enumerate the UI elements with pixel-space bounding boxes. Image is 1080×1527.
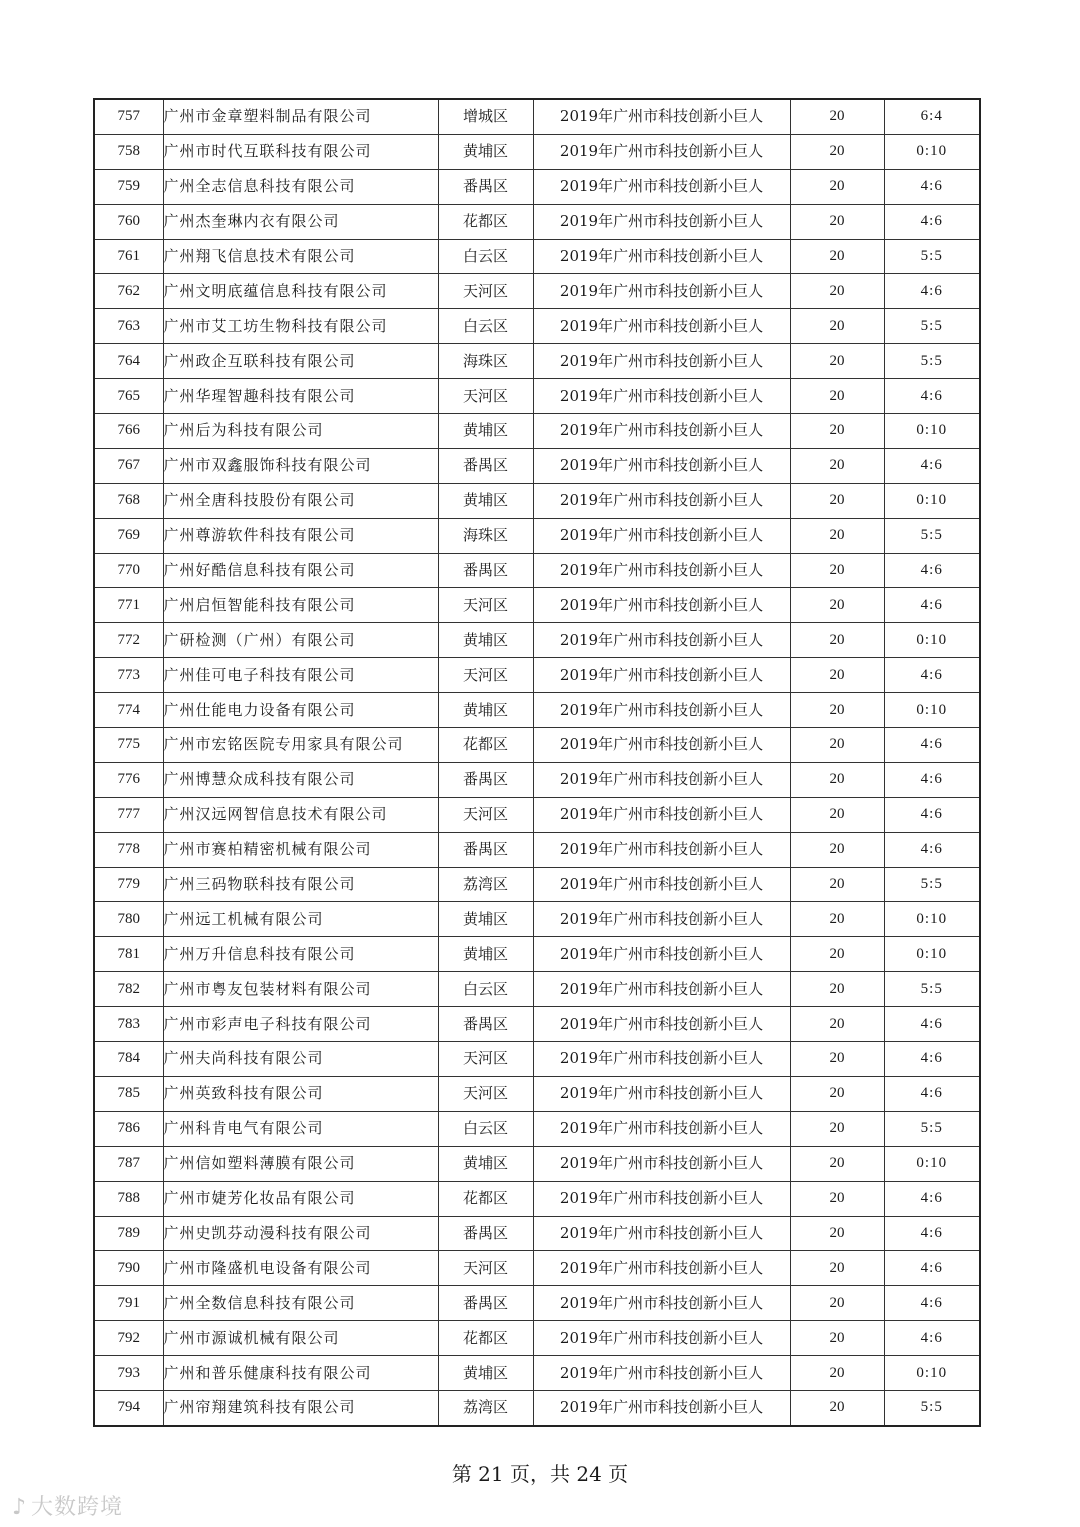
cell-district: 花都区 (438, 1181, 533, 1216)
cell-category: 2019年广州市科技创新小巨人 (533, 379, 790, 414)
cell-category: 2019年广州市科技创新小巨人 (533, 1181, 790, 1216)
cell-district: 黄埔区 (438, 693, 533, 728)
cell-number: 777 (94, 797, 163, 832)
cell-district: 天河区 (438, 1076, 533, 1111)
cell-ratio: 4:6 (884, 448, 980, 483)
cell-category: 2019年广州市科技创新小巨人 (533, 832, 790, 867)
table-row (94, 134, 980, 169)
cell-company-name: 广州市艾工坊生物科技有限公司 (163, 309, 438, 344)
cell-company-name: 广州市时代互联科技有限公司 (163, 134, 438, 169)
cell-amount: 20 (790, 1321, 884, 1356)
cell-district: 黄埔区 (438, 1356, 533, 1391)
cell-district: 海珠区 (438, 344, 533, 379)
cell-amount: 20 (790, 1251, 884, 1286)
cell-company-name: 广州市双鑫服饰科技有限公司 (163, 448, 438, 483)
cell-company-name: 广州政企互联科技有限公司 (163, 344, 438, 379)
cell-ratio: 4:6 (884, 1076, 980, 1111)
table-row (94, 448, 980, 483)
cell-category: 2019年广州市科技创新小巨人 (533, 483, 790, 518)
cell-amount: 20 (790, 414, 884, 449)
table-row (94, 553, 980, 588)
cell-company-name: 广州和普乐健康科技有限公司 (163, 1356, 438, 1391)
cell-amount: 20 (790, 1146, 884, 1181)
cell-district: 天河区 (438, 588, 533, 623)
cell-company-name: 广州夫尚科技有限公司 (163, 1042, 438, 1077)
cell-category: 2019年广州市科技创新小巨人 (533, 204, 790, 239)
cell-ratio: 4:6 (884, 274, 980, 309)
cell-district: 黄埔区 (438, 483, 533, 518)
cell-number: 793 (94, 1356, 163, 1391)
cell-company-name: 广州信如塑料薄膜有限公司 (163, 1146, 438, 1181)
cell-category: 2019年广州市科技创新小巨人 (533, 937, 790, 972)
cell-ratio: 6:4 (884, 99, 980, 134)
cell-ratio: 4:6 (884, 1251, 980, 1286)
cell-ratio: 4:6 (884, 1181, 980, 1216)
table-row (94, 1216, 980, 1251)
cell-company-name: 广州万升信息科技有限公司 (163, 937, 438, 972)
cell-amount: 20 (790, 832, 884, 867)
cell-district: 白云区 (438, 309, 533, 344)
table-row (94, 762, 980, 797)
table-row (94, 1286, 980, 1321)
cell-district: 增城区 (438, 99, 533, 134)
cell-ratio: 0:10 (884, 693, 980, 728)
cell-number: 783 (94, 1007, 163, 1042)
table-row (94, 1146, 980, 1181)
cell-company-name: 广州博慧众成科技有限公司 (163, 762, 438, 797)
cell-district: 白云区 (438, 239, 533, 274)
cell-number: 767 (94, 448, 163, 483)
cell-amount: 20 (790, 448, 884, 483)
cell-amount: 20 (790, 239, 884, 274)
cell-number: 790 (94, 1251, 163, 1286)
cell-company-name: 广州全数信息科技有限公司 (163, 1286, 438, 1321)
cell-company-name: 广州华瑆智趣科技有限公司 (163, 379, 438, 414)
cell-amount: 20 (790, 1216, 884, 1251)
cell-number: 771 (94, 588, 163, 623)
cell-amount: 20 (790, 867, 884, 902)
cell-ratio: 4:6 (884, 728, 980, 763)
cell-amount: 20 (790, 762, 884, 797)
cell-ratio: 4:6 (884, 379, 980, 414)
cell-category: 2019年广州市科技创新小巨人 (533, 762, 790, 797)
table-row (94, 588, 980, 623)
cell-category: 2019年广州市科技创新小巨人 (533, 448, 790, 483)
cell-company-name: 广州文明底蕴信息科技有限公司 (163, 274, 438, 309)
watermark-text: 大数跨境 (31, 1495, 124, 1520)
cell-number: 787 (94, 1146, 163, 1181)
cell-ratio: 5:5 (884, 972, 980, 1007)
table-row (94, 658, 980, 693)
watermark (12, 1490, 123, 1521)
cell-amount: 20 (790, 937, 884, 972)
cell-amount: 20 (790, 1007, 884, 1042)
cell-amount: 20 (790, 623, 884, 658)
cell-category: 2019年广州市科技创新小巨人 (533, 414, 790, 449)
cell-amount: 20 (790, 553, 884, 588)
cell-district: 番禺区 (438, 832, 533, 867)
cell-category: 2019年广州市科技创新小巨人 (533, 1111, 790, 1146)
cell-ratio: 4:6 (884, 1216, 980, 1251)
cell-number: 794 (94, 1390, 163, 1425)
cell-district: 白云区 (438, 972, 533, 1007)
cell-ratio: 5:5 (884, 344, 980, 379)
table-row (94, 309, 980, 344)
cell-number: 772 (94, 623, 163, 658)
cell-amount: 20 (790, 309, 884, 344)
cell-ratio: 0:10 (884, 1146, 980, 1181)
cell-amount: 20 (790, 274, 884, 309)
cell-category: 2019年广州市科技创新小巨人 (533, 1356, 790, 1391)
cell-category: 2019年广州市科技创新小巨人 (533, 902, 790, 937)
cell-number: 785 (94, 1076, 163, 1111)
cell-number: 782 (94, 972, 163, 1007)
cell-number: 762 (94, 274, 163, 309)
table-row (94, 867, 980, 902)
table-row (94, 1007, 980, 1042)
cell-amount: 20 (790, 1042, 884, 1077)
table-row (94, 344, 980, 379)
cell-company-name: 广州市隆盛机电设备有限公司 (163, 1251, 438, 1286)
table-row (94, 1181, 980, 1216)
cell-company-name: 广州翔飞信息技术有限公司 (163, 239, 438, 274)
cell-district: 黄埔区 (438, 937, 533, 972)
cell-number: 780 (94, 902, 163, 937)
table-row (94, 518, 980, 553)
table-row (94, 728, 980, 763)
table-row (94, 902, 980, 937)
cell-amount: 20 (790, 344, 884, 379)
company-list-table (93, 98, 981, 1427)
cell-number: 786 (94, 1111, 163, 1146)
cell-category: 2019年广州市科技创新小巨人 (533, 344, 790, 379)
cell-company-name: 广研检测（广州）有限公司 (163, 623, 438, 658)
cell-company-name: 广州英致科技有限公司 (163, 1076, 438, 1111)
cell-category: 2019年广州市科技创新小巨人 (533, 728, 790, 763)
cell-ratio: 0:10 (884, 134, 980, 169)
cell-company-name: 广州帘翔建筑科技有限公司 (163, 1390, 438, 1425)
cell-district: 番禺区 (438, 1007, 533, 1042)
cell-category: 2019年广州市科技创新小巨人 (533, 1286, 790, 1321)
cell-ratio: 0:10 (884, 1356, 980, 1391)
cell-number: 763 (94, 309, 163, 344)
cell-category: 2019年广州市科技创新小巨人 (533, 623, 790, 658)
cell-number: 788 (94, 1181, 163, 1216)
cell-ratio: 4:6 (884, 204, 980, 239)
cell-ratio: 5:5 (884, 239, 980, 274)
cell-amount: 20 (790, 902, 884, 937)
table-body (94, 99, 980, 1426)
cell-amount: 20 (790, 1111, 884, 1146)
cell-category: 2019年广州市科技创新小巨人 (533, 867, 790, 902)
cell-ratio: 4:6 (884, 762, 980, 797)
table-row (94, 832, 980, 867)
cell-category: 2019年广州市科技创新小巨人 (533, 1042, 790, 1077)
cell-ratio: 4:6 (884, 1042, 980, 1077)
table-row (94, 1076, 980, 1111)
cell-amount: 20 (790, 204, 884, 239)
cell-company-name: 广州好酷信息科技有限公司 (163, 553, 438, 588)
cell-ratio: 4:6 (884, 553, 980, 588)
cell-category: 2019年广州市科技创新小巨人 (533, 693, 790, 728)
cell-district: 天河区 (438, 797, 533, 832)
cell-ratio: 5:5 (884, 1390, 980, 1425)
cell-number: 759 (94, 169, 163, 204)
table-row (94, 1042, 980, 1077)
cell-number: 773 (94, 658, 163, 693)
cell-category: 2019年广州市科技创新小巨人 (533, 239, 790, 274)
cell-district: 荔湾区 (438, 1390, 533, 1425)
cell-number: 791 (94, 1286, 163, 1321)
cell-ratio: 0:10 (884, 902, 980, 937)
cell-amount: 20 (790, 1356, 884, 1391)
cell-category: 2019年广州市科技创新小巨人 (533, 658, 790, 693)
cell-number: 768 (94, 483, 163, 518)
cell-amount: 20 (790, 134, 884, 169)
cell-amount: 20 (790, 1076, 884, 1111)
cell-category: 2019年广州市科技创新小巨人 (533, 1146, 790, 1181)
cell-number: 766 (94, 414, 163, 449)
cell-amount: 20 (790, 972, 884, 1007)
cell-category: 2019年广州市科技创新小巨人 (533, 972, 790, 1007)
cell-ratio: 0:10 (884, 623, 980, 658)
cell-company-name: 广州后为科技有限公司 (163, 414, 438, 449)
cell-district: 花都区 (438, 1321, 533, 1356)
cell-company-name: 广州佳可电子科技有限公司 (163, 658, 438, 693)
cell-ratio: 0:10 (884, 483, 980, 518)
cell-category: 2019年广州市科技创新小巨人 (533, 309, 790, 344)
cell-amount: 20 (790, 658, 884, 693)
table-row (94, 1390, 980, 1425)
cell-ratio: 4:6 (884, 588, 980, 623)
cell-district: 黄埔区 (438, 902, 533, 937)
cell-number: 776 (94, 762, 163, 797)
table-row (94, 972, 980, 1007)
cell-district: 黄埔区 (438, 134, 533, 169)
table-row (94, 623, 980, 658)
cell-district: 天河区 (438, 379, 533, 414)
cell-amount: 20 (790, 1286, 884, 1321)
cell-category: 2019年广州市科技创新小巨人 (533, 1251, 790, 1286)
cell-company-name: 广州市宏铭医院专用家具有限公司 (163, 728, 438, 763)
cell-amount: 20 (790, 99, 884, 134)
cell-category: 2019年广州市科技创新小巨人 (533, 1007, 790, 1042)
cell-district: 番禺区 (438, 448, 533, 483)
cell-ratio: 4:6 (884, 169, 980, 204)
cell-amount: 20 (790, 797, 884, 832)
cell-company-name: 广州全唐科技股份有限公司 (163, 483, 438, 518)
cell-amount: 20 (790, 1390, 884, 1425)
cell-district: 番禺区 (438, 169, 533, 204)
table-row (94, 204, 980, 239)
cell-number: 789 (94, 1216, 163, 1251)
cell-category: 2019年广州市科技创新小巨人 (533, 553, 790, 588)
cell-number: 758 (94, 134, 163, 169)
cell-number: 775 (94, 728, 163, 763)
cell-company-name: 广州杰奎琳内衣有限公司 (163, 204, 438, 239)
cell-amount: 20 (790, 728, 884, 763)
cell-ratio: 4:6 (884, 797, 980, 832)
cell-ratio: 0:10 (884, 414, 980, 449)
cell-number: 770 (94, 553, 163, 588)
cell-district: 天河区 (438, 1251, 533, 1286)
cell-number: 764 (94, 344, 163, 379)
cell-district: 天河区 (438, 1042, 533, 1077)
cell-number: 784 (94, 1042, 163, 1077)
cell-district: 荔湾区 (438, 867, 533, 902)
cell-category: 2019年广州市科技创新小巨人 (533, 1321, 790, 1356)
table-row (94, 483, 980, 518)
cell-amount: 20 (790, 1181, 884, 1216)
table-row (94, 169, 980, 204)
cell-number: 792 (94, 1321, 163, 1356)
cell-ratio: 5:5 (884, 518, 980, 553)
cell-company-name: 广州科肯电气有限公司 (163, 1111, 438, 1146)
weibo-logo-icon: ♪ (12, 1495, 28, 1520)
table-row (94, 693, 980, 728)
cell-category: 2019年广州市科技创新小巨人 (533, 797, 790, 832)
cell-amount: 20 (790, 693, 884, 728)
cell-district: 天河区 (438, 274, 533, 309)
cell-amount: 20 (790, 588, 884, 623)
cell-company-name: 广州全志信息科技有限公司 (163, 169, 438, 204)
cell-amount: 20 (790, 379, 884, 414)
table-row (94, 379, 980, 414)
cell-district: 黄埔区 (438, 623, 533, 658)
cell-ratio: 4:6 (884, 1007, 980, 1042)
cell-company-name: 广州市彩声电子科技有限公司 (163, 1007, 438, 1042)
cell-ratio: 4:6 (884, 1286, 980, 1321)
cell-company-name: 广州远工机械有限公司 (163, 902, 438, 937)
cell-district: 白云区 (438, 1111, 533, 1146)
cell-amount: 20 (790, 518, 884, 553)
cell-company-name: 广州汉远网智信息技术有限公司 (163, 797, 438, 832)
cell-district: 黄埔区 (438, 1146, 533, 1181)
cell-ratio: 5:5 (884, 867, 980, 902)
cell-district: 番禺区 (438, 553, 533, 588)
cell-number: 769 (94, 518, 163, 553)
table-row (94, 1251, 980, 1286)
cell-number: 760 (94, 204, 163, 239)
cell-category: 2019年广州市科技创新小巨人 (533, 99, 790, 134)
cell-category: 2019年广州市科技创新小巨人 (533, 1076, 790, 1111)
cell-amount: 20 (790, 169, 884, 204)
cell-district: 番禺区 (438, 1286, 533, 1321)
table-row (94, 99, 980, 134)
cell-district: 花都区 (438, 728, 533, 763)
cell-category: 2019年广州市科技创新小巨人 (533, 134, 790, 169)
table-row (94, 1111, 980, 1146)
cell-district: 天河区 (438, 658, 533, 693)
cell-amount: 20 (790, 483, 884, 518)
cell-company-name: 广州市婕芳化妆品有限公司 (163, 1181, 438, 1216)
cell-number: 757 (94, 99, 163, 134)
cell-company-name: 广州市赛柏精密机械有限公司 (163, 832, 438, 867)
cell-company-name: 广州三码物联科技有限公司 (163, 867, 438, 902)
table-row (94, 937, 980, 972)
table-row (94, 1356, 980, 1391)
cell-company-name: 广州启恒智能科技有限公司 (163, 588, 438, 623)
cell-company-name: 广州市金章塑料制品有限公司 (163, 99, 438, 134)
cell-ratio: 5:5 (884, 309, 980, 344)
cell-category: 2019年广州市科技创新小巨人 (533, 1216, 790, 1251)
table-row (94, 1321, 980, 1356)
cell-category: 2019年广州市科技创新小巨人 (533, 518, 790, 553)
cell-company-name: 广州史凯芬动漫科技有限公司 (163, 1216, 438, 1251)
cell-number: 774 (94, 693, 163, 728)
cell-district: 花都区 (438, 204, 533, 239)
cell-category: 2019年广州市科技创新小巨人 (533, 169, 790, 204)
cell-number: 781 (94, 937, 163, 972)
cell-category: 2019年广州市科技创新小巨人 (533, 588, 790, 623)
cell-company-name: 广州仕能电力设备有限公司 (163, 693, 438, 728)
cell-company-name: 广州市粤友包装材料有限公司 (163, 972, 438, 1007)
cell-ratio: 0:10 (884, 937, 980, 972)
table-row (94, 414, 980, 449)
cell-number: 778 (94, 832, 163, 867)
page-number: 第 21 页，共 24 页 (451, 1462, 629, 1486)
cell-category: 2019年广州市科技创新小巨人 (533, 274, 790, 309)
cell-district: 番禺区 (438, 762, 533, 797)
cell-number: 779 (94, 867, 163, 902)
table-row (94, 797, 980, 832)
cell-number: 765 (94, 379, 163, 414)
table-row (94, 239, 980, 274)
cell-ratio: 4:6 (884, 832, 980, 867)
cell-district: 海珠区 (438, 518, 533, 553)
cell-ratio: 5:5 (884, 1111, 980, 1146)
table-row (94, 274, 980, 309)
cell-number: 761 (94, 239, 163, 274)
cell-ratio: 4:6 (884, 658, 980, 693)
cell-category: 2019年广州市科技创新小巨人 (533, 1390, 790, 1425)
cell-company-name: 广州尊游软件科技有限公司 (163, 518, 438, 553)
cell-company-name: 广州市源诚机械有限公司 (163, 1321, 438, 1356)
cell-district: 番禺区 (438, 1216, 533, 1251)
cell-district: 黄埔区 (438, 414, 533, 449)
cell-ratio: 4:6 (884, 1321, 980, 1356)
